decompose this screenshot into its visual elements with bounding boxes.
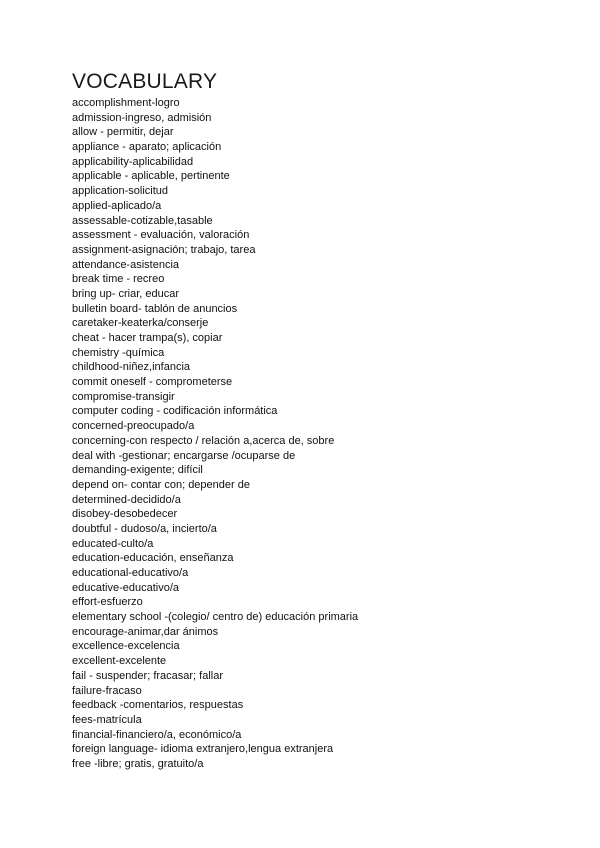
vocabulary-entry: educative-educativo/a: [72, 581, 180, 594]
vocabulary-entry: encourage-animar,dar ánimos: [72, 625, 219, 638]
vocabulary-entry: foreign language- idioma extranjero,lengua extranjera: [72, 743, 334, 756]
vocabulary-entry: assessable-cotizable,tasable: [72, 214, 213, 227]
vocabulary-entry: computer coding - codificación informática: [72, 405, 278, 418]
vocabulary-entry: applied-aplicado/a: [72, 199, 162, 212]
vocabulary-entry: applicability-aplicabilidad: [72, 155, 194, 168]
vocabulary-entry: bulletin board- tablón de anuncios: [72, 302, 238, 315]
vocabulary-entry: childhood-niñez,infancia: [72, 361, 191, 374]
vocabulary-entry: fail - suspender; fracasar; fallar: [72, 669, 224, 682]
vocabulary-entry: cheat - hacer trampa(s), copiar: [72, 332, 223, 344]
vocabulary-entry: excellence-excelencia: [72, 640, 180, 653]
vocabulary-entry: caretaker-keaterka/conserje: [72, 317, 209, 330]
vocabulary-entry: disobey-desobedecer: [72, 508, 178, 521]
vocabulary-entry: educated-culto/a: [72, 537, 154, 550]
vocabulary-entry: doubtful - dudoso/a, incierto/a: [72, 522, 217, 535]
vocabulary-entry: compromise-transigir: [72, 390, 175, 403]
vocabulary-entry: elementary school -(colegio/ centro de) educación primaria: [72, 611, 359, 624]
vocabulary-entry: assessment - evaluación, valoración: [72, 229, 250, 242]
vocabulary-entry: feedback -comentarios, respuestas: [72, 699, 244, 712]
vocabulary-entry: appliance - aparato; aplicación: [72, 141, 222, 154]
vocabulary-entry: assignment-asignación; trabajo, tarea: [72, 243, 256, 256]
vocabulary-entry: chemistry -química: [72, 346, 165, 359]
document-page: [72, 68, 572, 772]
vocabulary-entry: educational-educativo/a: [72, 567, 189, 579]
vocabulary-entry: education-educación, enseñanza: [72, 552, 234, 565]
vocabulary-entry: failure-fracaso: [72, 684, 142, 697]
vocabulary-entry: demanding-exigente; difícil: [72, 464, 203, 477]
vocabulary-entry: deal with -gestionar; encargarse /ocuparse de: [72, 449, 296, 462]
vocabulary-list: [72, 96, 572, 772]
vocabulary-entry: free -libre; gratis, gratuito/a: [72, 757, 204, 770]
vocabulary-entry: concerned-preocupado/a: [72, 420, 195, 433]
vocabulary-entry: applicable - aplicable, pertinente: [72, 170, 230, 183]
document-title: VOCABULARY: [72, 70, 218, 93]
vocabulary-entry: bring up- criar, educar: [72, 287, 179, 300]
vocabulary-entry: admission-ingreso, admisión: [72, 111, 212, 124]
vocabulary-entry: commit oneself - comprometerse: [72, 376, 233, 389]
vocabulary-entry: break time - recreo: [72, 273, 165, 286]
vocabulary-entry: fees-matrícula: [72, 713, 142, 726]
vocabulary-entry: financial-financiero/a, económico/a: [72, 728, 242, 741]
vocabulary-entry: accomplishment-logro: [72, 97, 180, 109]
vocabulary-entry: attendance-asistencia: [72, 258, 180, 271]
vocabulary-entry: effort-esfuerzo: [72, 596, 143, 609]
vocabulary-entry: application-solicitud: [72, 185, 168, 198]
vocabulary-entry: concerning-con respecto / relación a,acerca de, sobre: [72, 434, 335, 447]
vocabulary-entry: depend on- contar con; depender de: [72, 478, 250, 491]
vocabulary-entry: determined-decidido/a: [72, 493, 181, 506]
vocabulary-entry: allow - permitir, dejar: [72, 126, 174, 139]
vocabulary-entry: excellent-excelente: [72, 655, 167, 668]
